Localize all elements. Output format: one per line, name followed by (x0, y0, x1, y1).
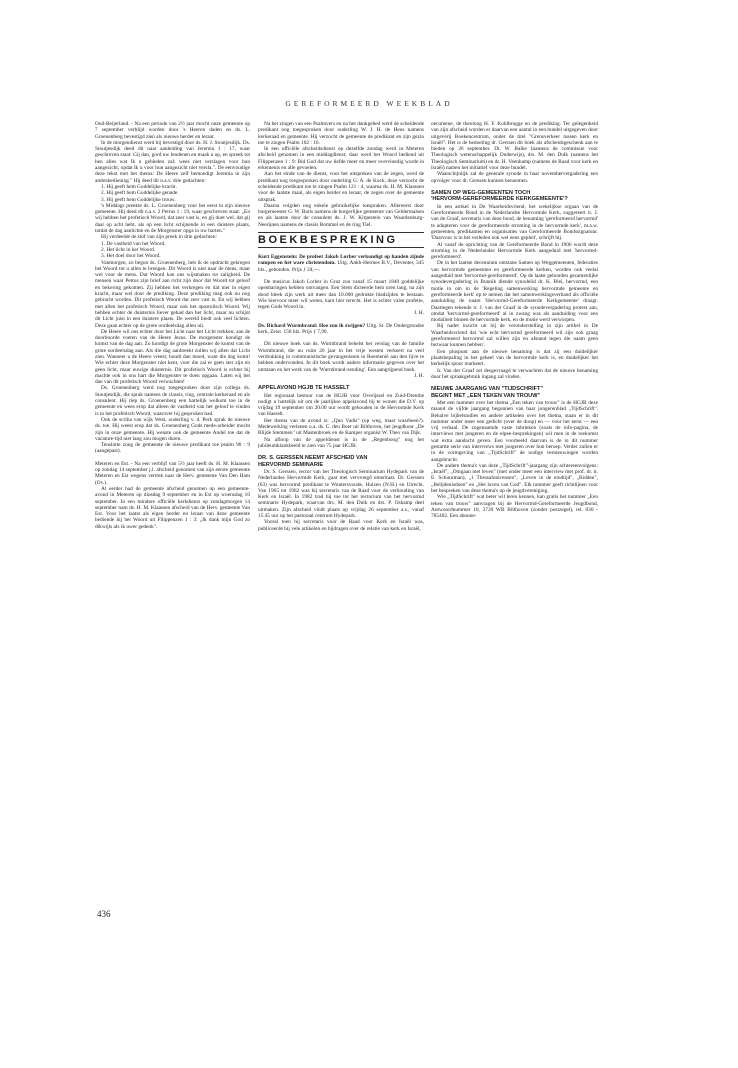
book-review-2-text: Dit nieuwe boek van ds. Wurmbrand behelst het verslag van de familie Wurmbrand, die nu ruim 20 jaar in het vrije westen verkeert na veel verdrukking in communistische gevangenissen in Roemenië aan den lijve te hebben ondervonden. In dit boek wordt nadere informatie gegeven over het ontstaan en het werk van de 'Wurmbrand-zending'. Een aangrijpend boek. (258, 341, 424, 373)
book-review-1-publisher: Uitg. Ankh-Hermes B.V., Deventer, 345 blz., gebonden. Prijs ƒ 24,—. (258, 260, 424, 273)
paragraph: Een pluspunt aan de nieuwe benaming is dat zij een duidelijker plaatsbepaling in het geheel van de hervormde kerk is, en duidelijker het kerkelijk spoor markeert. (431, 348, 598, 368)
paragraph: Ook de scriba van wijk West, ouderling v. d. Perk sprak de nieuwe ds. toe. Hij weest erop dat ds. Groenenberg Gods mede-arbeider mocht zijn in onze gemeente. Hij wenste ook de gemeente Andel toe dat de vacature-tijd niet lang zou mogen duren. (95, 416, 250, 442)
paragraph: Het thema van de avond is: „Quo Vadis" (op weg, maar waarheen?). Medewerking verlenen o.a. ds. C. den Boer uit Bilthoven, het jeugdkoor „De Blijde Stemmen" uit Mastenbroek en de Kamper organist W. Theo van Dijk. (258, 417, 424, 437)
paragraph: In een officiële afscheidsdienst op dezelfde zondag werd in Meteren afscheid genomen in een middagdienst; daar werd het Woord bediend uit Filippenzen 1 : 9: Bid God dat uw liefde meer en meer overvloedig worde in erkentenis en alle gevoelen. (258, 146, 424, 172)
paragraph: In de morgendienst werd hij bevestigd door ds. H. J. Stoutjesdijk. Ds. Stoutjesdijk deed dit naar aanleiding van Jeremia 1 : 17, waar geschreven staat: Gij dan, gord uw lendenen en maak u op, en spreek tot hen alles wat Ik u gebieden zal; wees niet verslagen voor hun aangezicht, opdat Ik u voor hun aangezicht niet versla.". De eenvoudige deze tekst met het thema: De Heere zelf bemoedigt Jeremia in zijn ambtsbediening." Hij deed dit n.a.v. drie gedachten: (95, 139, 250, 184)
paragraph: Ds. Groenenberg werd nog toegesproken door zijn collega ds. Stoutjesdijk, die sprak namens de classis, ring, centrale kerkeraad en als consulent. Hij riep ds. Groenenberg een hartelijk welkom toe in de gemeente en wees erop dat alleen de vastheid van het geloof te vinden is in het profetisch Woord, waarover hij gesproken had. (95, 385, 250, 417)
paragraph: Bij nader inzicht uit hij de veronderstelling in zijn artikel in De Waarheidsvriend dat 'wie echt hervormd gereformeerd wil zijn ook graag gereformeerd hervormd zal willen zijn en afstand tegen die naam geen bezwaar kunnen hebben'. (431, 323, 598, 349)
page-number: 436 (97, 909, 111, 919)
heading-line: 'HERVORM-GEREFORMEERDE KERKGEMEENTE'? (431, 196, 568, 203)
paragraph: Tenslotte zong de gemeente de nieuwe predikant toe psalm 90 : 9 (aangepast). (95, 442, 250, 455)
book-review-2-title: Ds. Richard Wurmbrand: Hoe zou ik zwijgen? (258, 322, 366, 329)
paragraph: Wie „TijdSchrift" wat beter wil leren kennen, kan gratis het nummer „Een teken van trouw" aanvragen bij de Hervormd-Gereformeerde Jeugdbond, Antwoordnummer 10, 3720 WB Bilthoven (zonder postzegel), tel. 030 - 785402. Een abonne- (431, 494, 598, 520)
paragraph: Met een nummer over het thema „Een teken van trouw" is de HGJB deze maand de vijfde jaargang begonnen van haar jongerenblad „TijdSchrift". Behalve bijbelstudies en andere artikelen over het thema, staan er in dit nummer onder meer een gedicht (over de doop) en — voor het eerst — een vrij verhaal. De zogenaamde vaste rubrieken (zoals de info-pagina, de interviews met jongeren en de elpee-besprekingen) wil men in de toekomst wat extra aandacht geven. Een voorbeeld daarvan is de in dit nummer gestartte serie van interviews met jongeren over hun beroep. Verder zullen er in de vormgeving van „TijdSchrift" de nodige vernieuwingen worden aangebracht. (431, 399, 598, 463)
heading-samen-op-weg (431, 190, 598, 203)
list-item: 3. Hij geeft hem Goddelijke trouw. (101, 196, 176, 203)
list-item: 1. Hij geeft hem Goddelijke kracht. (101, 183, 177, 190)
book-review-2-publisher: Uitg. St. De Ondergrondse kerk, Zeist. 158 blz. Prijs ƒ 7,90. (258, 322, 424, 336)
heading-line: DR. S. GERSSEN NEEMT AFSCHEID VAN (258, 455, 368, 462)
paragraph: De Heere wil ons echter door het Licht naar het Licht trekken; aan de doorboorde voeten van de Heere Jezus. De morgenster kondigt de komst van de dag aan. Zo kondigt de grote Morgenster de komst van de grote oordeelsdag aan. Als die dag aanbreekt zullen wij allen dat Licht zien. Wanneer u de Heere vreest, houdt dan moed, want die dag komt! Wie echter deze Morgenster niet kent, voor die zal er geen ster zijn en geen licht, maar euwige duisternis. Dit profetisch Woord is echter bij machte ook in ons hart die Morgenster te doen opgaan. Laten wij het dan van dit profetisch Woord verwachten! (95, 328, 250, 386)
heading-line: HERVORMD SEMINARIE (258, 461, 324, 468)
paragraph: Na het zingen van een Psalmvers en na het dankgebed werd de scheidende predikant nog toegesproken door ouderling W. J. H. de Heus namens kerkeraad en gemeente. Hij verzocht de gemeente de predikant en zijn gezin toe te zingen Psalm 102 : 16. (258, 121, 424, 146)
book-review-1-title: Kurt Eggenstein: De profeet Jakob Lorber verkondigt op handen zijnde rampen en het ware christendom. (258, 254, 424, 267)
heading-line: BEGINT MET „EEN TEKEN VAN TROUW" (431, 392, 541, 399)
heading-tijdschrift (431, 386, 598, 399)
paragraph: Hij verdeelde de stof van zijn preek in drie gedachten: (101, 234, 217, 241)
paragraph: Het regionaal bestuur van de HGJB voor Overijssel en Zuid-Drenthe nodigt u hartelijk uit om de jaarlijkse appelavond bij te wonen die D.V. op vrijdag 19 september om 20.00 uur wordt gehouden in de Hervormde Kerk van Hasselt. (258, 392, 424, 418)
column-left (95, 121, 250, 924)
paragraph: De in het laatste decennium ontstane Samen op Weggemeenten, federaties van hervormde gemeenten en gereformeerde kerken, worden ook veelal aangeduid met 'hervormd-gereformeerd'. Op de laatst gehouden gezamenlijke synodevergadering in Bunnik diende synodelid dr. K. Blei, hervormd, een motie in om in de 'Regeling samenwerking hervormde gemeente en gereformeerde kerk' op te nemen dat het samenwerkingsverband als officiële aanduiding de naam 'Hervormd-Gereformeerde Kerkgemeente' draagt. Daartegen tekende ir. J. van der Graaf in de synodevergadering protest aan, omdat 'hervormd-gereformeerd' al in zwang was als aanduiding voor een modaliteit binnen de hervormde kerk, en de motie werd verworpen. (431, 260, 598, 324)
book-review-2-initials: J. H. (414, 372, 424, 379)
book-review-1-text: De musicus Jakob Lorber in Graz zou vanaf 15 maart 1840 goddelijke openbaringen hebben ontvangen. Een Stem dicteerde hem uren lang, na zijn dood bleek zijn werk uit meer dan 10.000 gedrukte bladzijden te bestaan. Wie hiervoor meer wil weten, kant hier terecht. Het is echter valse profetie, tegen Gods Woord in. (258, 278, 424, 311)
paragraph: Al eerder had de gemeente afscheid genomen op een gemeente-avond in Meteren op dinsdag 9 september en in Est op woensdag 10 september. In een mindere officiële kerkdienst op zondagmorgen 14 september nam ds. H. M. Klaassen afscheid van de Herv. gemeente Van Est. Voor het laatst als eigen herder en leraar van deze gemeente bediende hij het Woord uit Filippenzen 1 : 3: „Ik dank mijn God zo dikwijls als ik uwer gedenk". (95, 485, 250, 530)
paragraph: Na afloop van de appeldienst is in de „Regenboog" nog het jubileumklankbeeld te zien van 75 jaar HGJB. (258, 436, 424, 449)
paragraph: De andere thema's van deze „TijdSchrift"-jaargang zijn achtereenvolgens: „Israël", „Omgaan met leven" (met onder meer een interview met prof. dr. ir. E. Schuurman), „1 Thessalonicensen", „Leven in de eindtijd", „Bidden", „Belijdenisdoen" en „Het loven van God". Elk nummer geeft richtlijnen voor het bespreken van deze thema's op de jeugdvereniging. (431, 462, 598, 495)
paragraph: In een artikel in De Waarheidsvriend, het wekelijkse orgaan van de Gereformeerde Bond in de Nederlandse Hervormde Kerk, suggereert ir. J. van de Graaf, secretaris van deze bond, de benaming 'gereformeerd hervormd' te adopteren voor de gereformeerde stroming in de hervormde kerk', m.a.w. gemeenten, predikanten en organisaties van Gereformeerde Bondssignatuur. 'Daarvoor is in het verleden ook wel eens gepleit', schrijft hij. (431, 203, 598, 242)
book-review-1-heading (258, 254, 424, 273)
heading-line: NIEUWE JAARGANG VAN "TIJDSCHRIFT" (431, 386, 544, 393)
report-meteren-est-lead: Meteren en Est. - Na een verblijf van 5½ jaar heeft ds. H. M. Klaassen op zondag 14 september j.l. afscheid genomen van zijn eerste gemeente Meteren en Est wegens vertrek naar de Herv. gemeente Van Den Ham (Ov.). (95, 460, 250, 486)
paragraph: Aan het einde van de dienst, voor het uitspreken van de zegen, werd de predikant nog toegesproken door ouderling G. A. de Kock, deze verzocht de scheidende predikant toe te zingen Psalm 121 : 4, waarna ds. H. M. Klaassen voor de laatste maal, als eigen herder en leraar, de zegen over de gemeente uitsprak. (258, 171, 424, 203)
heading-appelavond: APPELAVOND HGJB TE HASSELT (258, 385, 350, 392)
paragraph: Vanmorgen, zo begon ds. Groenenberg, heb ik de opdracht gekregen het Woord tot u allen te brengen. Dit Woord is niet naar de mens, maar wel voor de mens. Dat Woord kan ons wijsmaken tot zaligheid. De mensen waar Petrus zijn brief aan richt zijn door dat Woord tot geloof en bekering gekomen. Zij hebben het verkregen en dat niet in eigen kracht, maar wel door de prediking. Deze prediking mag ook nu nog gebracht worden. Dit profetisch Woord dat zeer vast is. En wij hebben met allen het profetisch Woord, maar ook het apostolisch Woord. Wij hebben echter de duisternis liever gehad dan het licht, maar nu schijnt dit Licht juist in een duistere plaats. De wereld biedt ook veel lichten. Deze gaan echter op de grote oordeelsdag allen uit. (95, 259, 250, 329)
paragraph: Dr. S. Gerssen, rector van het Theologisch Seminarium Hydepark van de Nederlandse Hervormde Kerk, gaat met vervroegd emeritaat. Dr. Gerssen (63) was hervormd predikant te Woutersvoude, Huizen (N.H.) en Utrecht. Van 1965 tot 1982 was hij secretaris van de Raad voor de verhouding van Kerk en Israël. In 1982 trad hij toe tot het rectorium van het hervormd seminarie Hydepark, waarvan drs. M. den Dulk en drs. P. Oskamp deel uitmaken. Zijn afscheid vindt plaats op vrijdag 26 september a.s., vanaf 15.45 uur op het pastoraal centrum Hydepark. (258, 468, 424, 520)
list-item: 1. De vastheid van het Woord. (101, 240, 166, 247)
paragraph: Al vanaf de oprichting van de Gereformeerde Bond in 1906 wordt deze stroming in de Nederlandse Hervormde Kerk aangeduid met 'hervormd-gereformeerd'. (431, 241, 598, 261)
list-item: 3. Het doel door het Woord. (101, 253, 161, 260)
list-item: 2. Hij geeft hem Goddelijke genade. (101, 190, 179, 197)
list-item: 2. Het licht in het Woord. (101, 246, 156, 253)
paragraph: Vooral toen hij secretaris voor de Raad voor Kerk en Israël was, publiceerde hij vele artikelen en bijdragen over de relatie van kerk en Israël, (258, 519, 424, 532)
heading-gerssen (258, 455, 424, 468)
paragraph: Ir. Van der Graaf zei desgevraagd te verwachten dat de nieuwe benaming door het spraakgebruik ingang zal vinden. (431, 367, 598, 380)
book-review-1-initials: J. H. (414, 310, 424, 317)
section-title-boekbespreking: BOEKBESPREKING (258, 232, 424, 248)
paragraph: 's Middags preekte ds. L. Groenenberg voor het eerst in zijn nieuwe gemeente. Hij deed dit n.a.v. 2 Petrus 1 : 19, waar geschreven staat: „En wij hebben het profetisch Woord, dat zeer vast is, en gij doet wel, dat gij daar op acht hebt, als op een licht schijnende in een duistere plaats, totdat de dag aanlichte en de Morgenster opga in uw harten." (95, 202, 250, 235)
paragraph: Daarna volgden nog enkele gebruikelijke toespraken. Allereerst door burgemeester G. W. Baris namens de burgerlijke gemeente van Geldermalsen en als laatste door de consulent ds. J. W. Kirpestein van Waardenburg-Neerijnen namens de classis Bommel en de ring Tiel. (258, 202, 424, 228)
running-header: GEREFORMEERD WEEKBLAD (285, 99, 453, 108)
heading-line: SAMEN OP WEG-GEMEENTEN TOCH (431, 189, 531, 196)
sermon-points-list (101, 184, 250, 203)
report-oud-beijerland-lead: Oud-Beijerland. - Na een periode van 2½ jaar mocht onze gemeente op 7 september verblijd worden door 's Heeren daden en ds. L. Groenenberg bevestigd zien als nieuwe herder en leraar. (95, 121, 250, 140)
column-middle (258, 121, 424, 924)
paragraph: Waarschijnlijk zal de generale synode in haar novembervergadering een opvolger voor dr. Gerssen kunnen benoemen. (431, 171, 598, 184)
column-right (431, 121, 598, 924)
paragraph: oecumene, de theoloog H. F. Kohlbrugge en de prediking. Ter gelegenheid van zijn afscheid worden er daarvan een aantal in een bundel uitgegeven door uitgeverij Boekencentrum, onder de titel "Grensverkeer tussen kerk en Israël". Het is de bedoeling dr. Gerssen dit boek als afscheidsgeschenk aan te bieden op 26 september. Dr. W. Balke (namens de commissie voor Theologisch wetenschappelijk Onderwijs), drs. M. den Dulk (namens het Theologisch Seminarium) en dr. H. Veenhamp (namens de Raad voor kerk en Israël) namen het initiatief voor deze bundel. (431, 121, 598, 172)
book-review-2-heading (258, 323, 424, 336)
sermon-points-list (101, 241, 250, 260)
